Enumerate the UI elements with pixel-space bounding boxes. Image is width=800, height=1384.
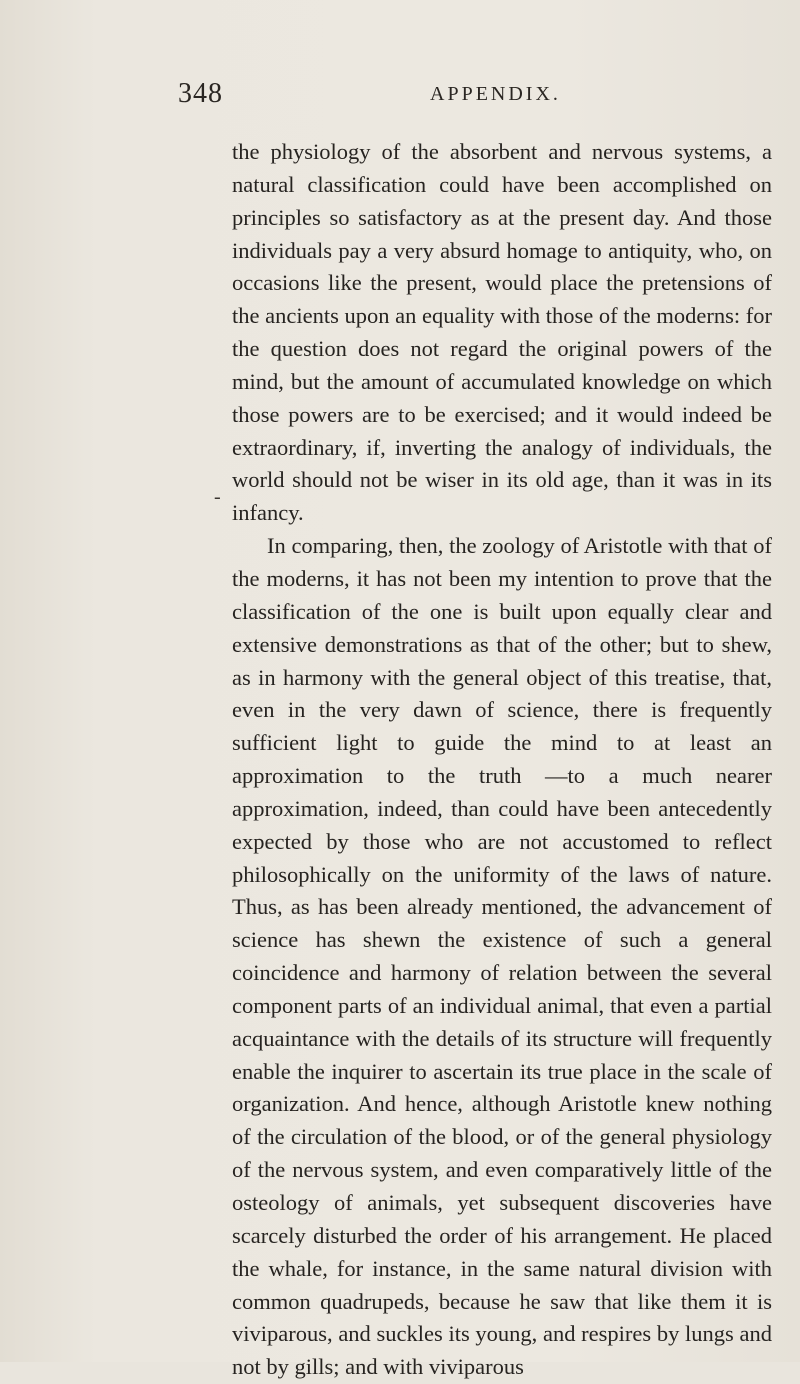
paragraph-1: the physiology of the absorbent and nervous systems, a natural classification could have been accomplished on principles so satisfactory as at the present day. And those individuals pay a very absurd homage to antiquity, who, on occasions like the present, would place the pretensions of the ancients upon an equality with those of the moderns: for the question does not regard the original powers of the mind, but the amount of accumulated knowledge on which those powers are to be exercised; and it would indeed be extraordinary, if, inverting the analogy of individuals, the world should not be wiser in its old age, than it was in its infancy. <box>232 139 772 526</box>
paragraph-2: In comparing, then, the zoology of Aristotle with that of the moderns, it has not been my intention to prove that the classification of the one is built upon equally clear and extensive demonstrations as that of the other; but to shew, as in harmony with the general object of this treatise, that, even in the very dawn of science, there is frequently sufficient light to guide the mind to at least an approximation to the truth —to a much nearer approximation, indeed, than could have been antecedently expected by those who are not accustomed to reflect philosophically on the uniformity of the laws of nature. Thus, as has been already mentioned, the advancement of science has shewn the existence of such a general coincidence and harmony of relation between the several component parts of an individual animal, that even a partial acquaintance with the details of its structure will frequently enable the inquirer to ascertain its true place in the scale of organization. And hence, although Aristotle knew nothing of the circulation of the blood, or of the general physiology of the nervous system, and even comparatively little of the osteology of animals, yet subsequent discoveries have scarcely disturbed the order of his arrangement. He placed the whale, for instance, in the same natural division with common quadrupeds, because he saw that like them it is viviparous, and suckles its young, and respires by lungs and not by gills; and with viviparous <box>232 533 772 1380</box>
running-title: APPENDIX. <box>430 83 561 105</box>
page-number: 348 <box>178 78 223 109</box>
body-text <box>232 136 772 1384</box>
margin-mark: - <box>214 486 221 508</box>
page-header <box>178 78 718 118</box>
